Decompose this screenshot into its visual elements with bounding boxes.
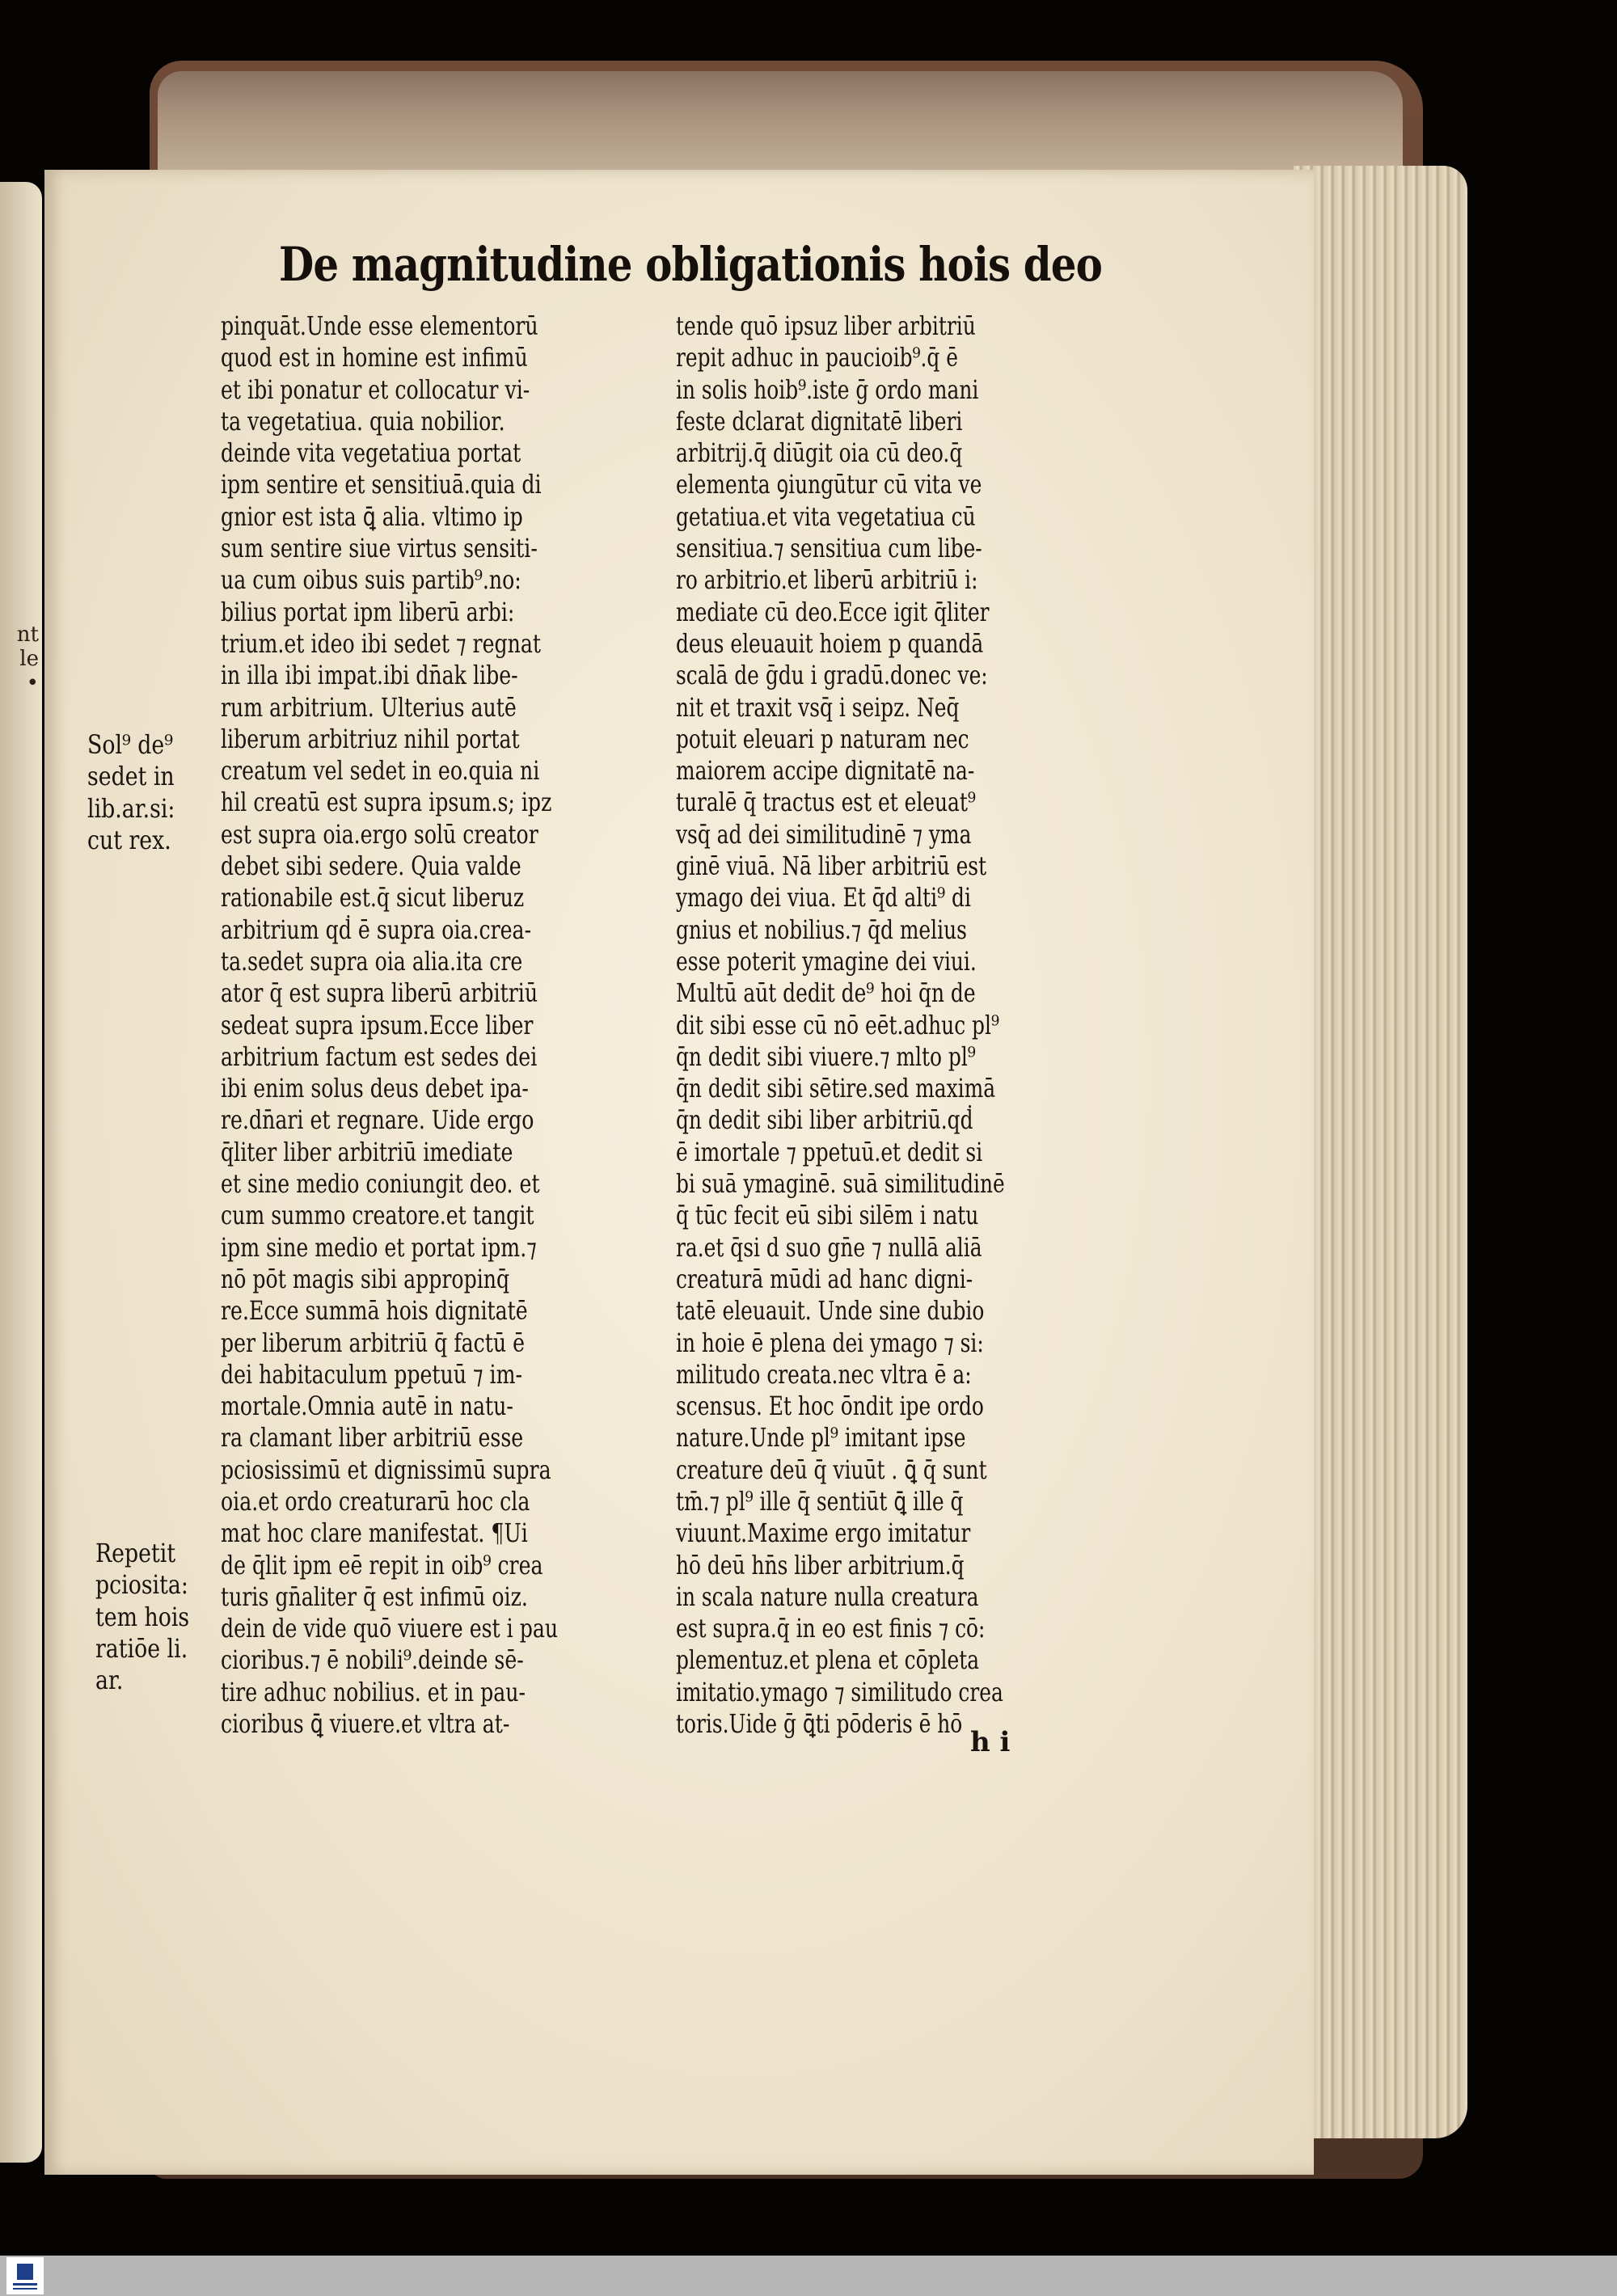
text-line: nature.Unde pl⁹ imitant ipse bbox=[676, 1424, 966, 1454]
gloss-line: tem hois bbox=[95, 1602, 190, 1632]
text-line: imitatio.ymago ⁊ similitudo crea bbox=[676, 1678, 1003, 1707]
text-line: tire adhuc nobilius. et in pau- bbox=[221, 1678, 526, 1707]
text-line: in scala nature nulla creatura bbox=[676, 1582, 979, 1612]
text-line: maiorem accipe dignitatē na- bbox=[676, 757, 975, 787]
text-line: hō deū hn̄s liber arbitrium.q̄ bbox=[676, 1551, 965, 1581]
text-line: militudo creata.nec vltra ē a: bbox=[676, 1360, 972, 1390]
text-line: bilius portat ipm liberū arbi: bbox=[221, 597, 515, 627]
text-line: nō pōt magis sibi appropinq̄ bbox=[221, 1264, 510, 1294]
text-line: ator q̄ est supra liberū arbitriū bbox=[221, 979, 538, 1009]
marginal-gloss-repetit bbox=[95, 1538, 225, 1697]
text-line: ymago dei viua. Et q̄d alti⁹ di bbox=[676, 884, 971, 914]
text-line: deus eleuauit hoiem p quandā bbox=[676, 629, 984, 659]
text-line: creatum vel sedet in eo.quia ni bbox=[221, 757, 540, 787]
text-line: getatiua.et vita vegetatiua cū bbox=[676, 502, 976, 532]
gloss-line: lib.ar.si: bbox=[87, 794, 175, 824]
text-line: hil creatū est supra ipsum.s; ipz bbox=[221, 788, 552, 818]
text-line: sensitiua.⁊ sensitiua cum libe- bbox=[676, 534, 982, 564]
text-line: de q̄lit ipm eē repit in oib⁹ crea bbox=[221, 1551, 543, 1581]
gloss-line: Sol⁹ de⁹ bbox=[87, 731, 173, 760]
gloss-line: cut rex. bbox=[87, 825, 171, 855]
text-line: debet sibi sedere. Quia valde bbox=[221, 852, 521, 882]
text-line: ra.et q̄si d suo gn̄e ⁊ nullā aliā bbox=[676, 1233, 982, 1263]
page-edges bbox=[1294, 166, 1467, 2138]
text-line: q̄liter liber arbitriū imediate bbox=[221, 1137, 513, 1167]
text-line: cioribus.⁊ ē nobili⁹.deinde sē- bbox=[221, 1646, 524, 1676]
text-line: gnius et nobilius.⁊ q̄d melius bbox=[676, 915, 967, 945]
text-line: et ibi ponatur et collocatur vi- bbox=[221, 375, 530, 405]
gloss-line: sedet in bbox=[87, 762, 175, 792]
text-line: viuunt.Maxime ergo imitatur bbox=[676, 1519, 971, 1549]
text-line: q̄ tūc fecit eū sibi silēm i natu bbox=[676, 1201, 979, 1231]
text-line: ta.sedet supra oia alia.ita cre bbox=[221, 947, 523, 977]
fragment-line: • bbox=[26, 671, 39, 695]
text-line: trium.et ideo ibi sedet ⁊ regnat bbox=[221, 629, 542, 659]
library-logo-icon bbox=[6, 2257, 44, 2294]
text-line: sum sentire siue virtus sensiti- bbox=[221, 534, 538, 564]
text-line: re.Ecce summā hois dignitatē bbox=[221, 1297, 528, 1327]
text-line: dei habitaculum ppetuū ⁊ im- bbox=[221, 1360, 523, 1390]
text-line: liberum arbitriuz nihil portat bbox=[221, 724, 520, 754]
text-line: dit sibi esse cū nō eēt.adhuc pl⁹ bbox=[676, 1011, 999, 1040]
text-line: vsq̄ ad dei similitudinē ⁊ yma bbox=[676, 820, 972, 850]
text-line: Multū aūt dedit de⁹ hoi q̄n de bbox=[676, 979, 976, 1009]
text-line: turalē q̄ tractus est et eleuat⁹ bbox=[676, 788, 976, 818]
text-line: per liberum arbitriū q̄ factū ē bbox=[221, 1328, 526, 1358]
text-line: potuit eleuari p naturam nec bbox=[676, 724, 969, 754]
text-line: q̄n dedit sibi viuere.⁊ mlto pl⁹ bbox=[676, 1042, 976, 1072]
gloss-line: ar. bbox=[95, 1666, 124, 1696]
text-line: nit et traxit vsq̄ i seipz. Neq̄ bbox=[676, 693, 960, 723]
text-line: toris.Uide ḡ ꝗ̄ti pōderis ē hō bbox=[676, 1710, 963, 1740]
text-line: ibi enim solus deus debet ipa- bbox=[221, 1074, 529, 1104]
fragment-line: nt bbox=[16, 623, 39, 647]
fragment-line: le bbox=[19, 647, 39, 671]
gloss-line: pciosita: bbox=[95, 1571, 188, 1601]
text-line: ra clamant liber arbitriū esse bbox=[221, 1424, 524, 1454]
text-line: in illa ibi impat.ibi dn̄ak libe- bbox=[221, 661, 518, 691]
text-line: ro arbitrio.et liberū arbitriū i: bbox=[676, 566, 978, 596]
text-line: repit adhuc in paucioib⁹.q̄ ē bbox=[676, 344, 959, 374]
text-line: arbitrij.q̄ diūgit oia cū deo.q̄ bbox=[676, 439, 963, 469]
text-line: gnior est ista ꝗ̄ alia. vltimo ip bbox=[221, 502, 523, 532]
text-line: scalā de ḡdu i gradū.donec ve: bbox=[676, 661, 988, 691]
text-line: scensus. Et hoc ōndit ipe ordo bbox=[676, 1392, 984, 1422]
text-line: deinde vita vegetatiua portat bbox=[221, 439, 521, 469]
text-line: oia.et ordo creaturarū hoc cla bbox=[221, 1487, 530, 1517]
text-line: q̄n dedit sibi sētire.sed maximā bbox=[676, 1074, 996, 1104]
text-line: feste dclarat dignitatē liberi bbox=[676, 407, 963, 437]
text-line: et sine medio coniungit deo. et bbox=[221, 1170, 540, 1200]
text-line: mediate cū deo.Ecce igit q̄liter bbox=[676, 597, 990, 627]
text-line: ta vegetatiua. quia nobilior. bbox=[221, 407, 505, 437]
text-line: ginē viuā. Nā liber arbitriū est bbox=[676, 852, 987, 882]
gloss-line: Repetit bbox=[95, 1539, 176, 1568]
viewer-footer-bar bbox=[0, 2256, 1617, 2296]
text-line: ipm sine medio et portat ipm.⁊ bbox=[221, 1233, 537, 1263]
text-line: tatē eleuauit. Unde sine dubio bbox=[676, 1297, 985, 1327]
text-line: bi suā ymaginē. suā similitudinē bbox=[676, 1170, 1005, 1200]
text-line: tende quō ipsuz liber arbitriū bbox=[676, 312, 976, 341]
text-line: est supra oia.ergo solū creator bbox=[221, 820, 538, 850]
text-line: mat hoc clare manifestat. ¶Ui bbox=[221, 1519, 528, 1549]
text-line: ē imortale ⁊ ppetuū.et dedit si bbox=[676, 1137, 983, 1167]
text-line: rationabile est.q̄ sicut liberuz bbox=[221, 884, 525, 914]
text-line: pinquāt.Unde esse elementorū bbox=[221, 312, 538, 341]
text-line: creaturā mūdi ad hanc digni- bbox=[676, 1264, 973, 1294]
text-line: cioribus ꝗ̄ viuere.et vltra at- bbox=[221, 1710, 510, 1740]
text-line: arbitrium factum est sedes dei bbox=[221, 1042, 538, 1072]
text-line: dein de vide quō viuere est i pau bbox=[221, 1614, 559, 1644]
text-line: arbitrium qḋ ē supra oia.crea- bbox=[221, 915, 532, 945]
text-line: q̄n dedit sibi liber arbitriū.qḋ bbox=[676, 1106, 973, 1136]
text-line: pciosissimū et dignissimū supra bbox=[221, 1455, 551, 1485]
running-heading: De magnitudine obligationis hois deo bbox=[279, 237, 1103, 292]
text-line: mortale.Omnia autē in natu- bbox=[221, 1392, 513, 1422]
left-page-text-fragment bbox=[0, 623, 39, 695]
text-line: esse poterit ymagine dei viui. bbox=[676, 947, 977, 977]
signature-mark: h i bbox=[970, 1726, 1011, 1758]
text-line: tm̄.⁊ pl⁹ ille q̄ sentiūt ꝗ̄ ille q̄ bbox=[676, 1487, 964, 1517]
text-line: cum summo creatore.et tangit bbox=[221, 1201, 534, 1231]
text-line: re.dn̄ari et regnare. Uide ergo bbox=[221, 1106, 534, 1136]
text-line: ipm sentire et sensitiuā.quia di bbox=[221, 471, 542, 500]
text-line: in hoie ē plena dei ymago ⁊ si: bbox=[676, 1328, 984, 1358]
right-text-column bbox=[676, 311, 1112, 1741]
marginal-gloss-sol-deus bbox=[87, 730, 217, 857]
text-line: turis gn̄aliter q̄ est infimū oiz. bbox=[221, 1582, 528, 1612]
text-line: rum arbitrium. Ulterius autē bbox=[221, 693, 517, 723]
text-line: creature deū q̄ viuūt . ꝗ̄ q̄ sunt bbox=[676, 1455, 987, 1485]
text-line: in solis hoib⁹.iste ḡ ordo mani bbox=[676, 375, 979, 405]
text-line: quod est in homine est infimū bbox=[221, 344, 528, 374]
text-line: est supra.q̄ in eo est finis ⁊ cō: bbox=[676, 1614, 986, 1644]
gloss-line: ratiōe li. bbox=[95, 1634, 188, 1664]
text-line: elementa ꝯiungūtur cū vita ve bbox=[676, 471, 982, 500]
text-line: plementuz.et plena et cōpleta bbox=[676, 1646, 980, 1676]
text-line: sedeat supra ipsum.Ecce liber bbox=[221, 1011, 534, 1040]
left-text-column bbox=[221, 311, 657, 1741]
text-line: ua cum oibus suis partib⁹.no: bbox=[221, 566, 521, 596]
left-page-edge bbox=[0, 182, 42, 2163]
